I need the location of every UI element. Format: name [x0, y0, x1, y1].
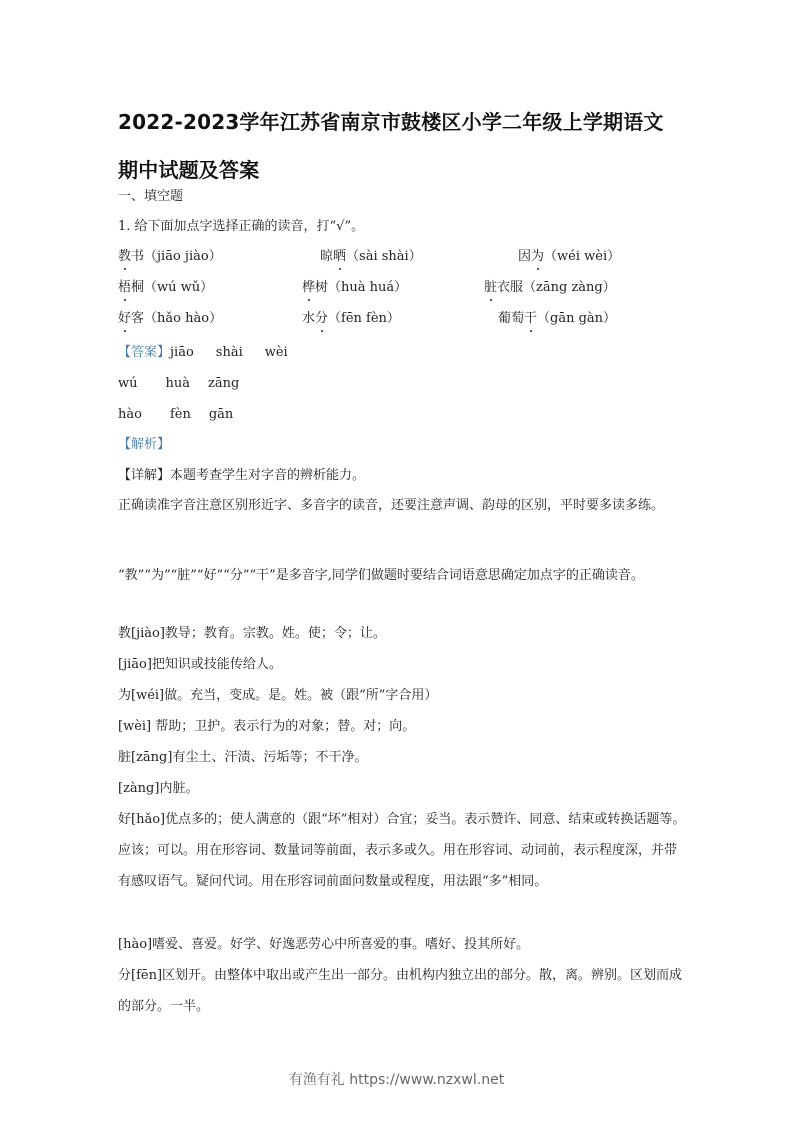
section-heading: 一、填空题 — [118, 189, 184, 204]
dotted-char: 好 — [118, 311, 132, 326]
dotted-char: 教 — [118, 249, 132, 264]
dotted-char: 桦 — [302, 280, 316, 295]
dotted-char: 晒 — [333, 249, 347, 264]
answer-value: zāng — [208, 376, 240, 391]
question-prompt: 1. 给下面加点字选择正确的读音，打“√”。 — [118, 219, 365, 234]
title-line-2: 期中试题及答案 — [118, 158, 260, 182]
detail-paragraph: 分[fēn]区划开。由整体中取出或产生出一部分。由机构内独立出的部分。散，离。辨别。区划而成的部分。一半。 — [118, 968, 683, 1014]
detail-paragraph: 好[hǎo]优点多的；使人满意的（跟“坏”相对）合宜；妥当。表示赞许、同意、结束或转换话题等。应该；可以。用在形容词、数量词等前面，表示多或久。用在形容词、动词前，表示程度深，并带有感叹语气。疑问代词。用在形容词前面问数量或程度，用法跟“多”相同。 — [118, 812, 686, 889]
detail-paragraph: “教”“为”“脏”“好”“分”“干”是多音字,同学们做题时要结合词语意思确定加点字的正确读音。 — [118, 568, 644, 583]
answer-value: hào — [118, 407, 142, 422]
dotted-char: 为 — [531, 249, 545, 264]
pinyin-item: 葡萄干（gān gàn） — [498, 311, 617, 326]
pinyin-options: （sài shài） — [346, 249, 422, 264]
pinyin-item: 因为（wéi wèi） — [518, 249, 621, 264]
detail-paragraph: 脏[zāng]有尘土、汗渍、污垢等；不干净。 — [118, 750, 368, 765]
answer-value: wú — [118, 376, 138, 391]
dotted-char: 脏 — [484, 280, 498, 295]
title-line-1: 2022-2023学年江苏省南京市鼓楼区小学二年级上学期语文 — [118, 110, 664, 134]
pinyin-options: （fēn fèn） — [328, 311, 400, 326]
detail-paragraph: 正确读准字音注意区别形近字、多音字的读音，还要注意声调、韵母的区别，平时要多读多练。 — [118, 498, 665, 513]
detail-label: 【详解】 — [118, 468, 171, 483]
pinyin-options: （zāng zàng） — [523, 280, 616, 295]
dotted-char: 分 — [315, 311, 329, 326]
answer-value: wèi — [264, 345, 288, 360]
detail-paragraph: [hào]嗜爱、喜爱。好学、好逸恶劳心中所喜爱的事。嗜好、投其所好。 — [118, 937, 530, 952]
pinyin-item: 脏衣服（zāng zàng） — [484, 280, 616, 295]
detail-intro-line — [118, 467, 365, 485]
pinyin-item: 水分（fēn fèn） — [302, 311, 400, 326]
dotted-char: 干 — [524, 311, 538, 326]
pinyin-options: （huà huá） — [328, 280, 408, 295]
pinyin-options: （gān gàn） — [537, 311, 617, 326]
answer-label: 【答案】 — [118, 345, 171, 360]
pinyin-item: 桦树（huà huá） — [302, 280, 408, 295]
pinyin-item: 好客（hǎo hào） — [118, 311, 223, 326]
answer-value: huà — [165, 376, 190, 391]
footer-watermark: 有渔有礼 https://www.nzxwl.net — [288, 1072, 505, 1088]
detail-paragraph: 为[wéi]做。充当，变成。是。姓。被（跟“所”字合用） — [118, 688, 438, 703]
pinyin-options: （jiāo jiào） — [144, 249, 222, 264]
detail-intro: 本题考查学生对字音的辨析能力。 — [170, 468, 366, 483]
answer-value: fèn — [169, 407, 191, 422]
pinyin-options: （wéi wèi） — [544, 249, 621, 264]
answer-row-1 — [118, 344, 288, 362]
dotted-char: 梧 — [118, 280, 132, 295]
detail-paragraph: [jiāo]把知识或技能传给人。 — [118, 657, 282, 672]
document-title — [118, 98, 698, 194]
answer-row-2 — [118, 375, 239, 393]
detail-paragraph: [wèi] 帮助；卫护。表示行为的对象；替。对；向。 — [118, 719, 416, 734]
detail-paragraph: 教[jiào]教导；教育。宗教。姓。使；令；让。 — [118, 626, 386, 641]
analysis-label: 【解析】 — [118, 437, 171, 452]
answer-value: shài — [215, 345, 243, 360]
answer-value: gān — [208, 407, 234, 422]
pinyin-options: （hǎo hào） — [144, 311, 223, 326]
pinyin-item: 教书（jiāo jiào） — [118, 249, 222, 264]
pinyin-item: 梧桐（wú wǔ） — [118, 280, 214, 295]
answer-value: jiāo — [170, 345, 194, 360]
detail-paragraph: [zàng]内脏。 — [118, 781, 199, 796]
answer-row-3 — [118, 406, 233, 424]
pinyin-options: （wú wǔ） — [144, 280, 214, 295]
pinyin-item: 晾晒（sài shài） — [320, 249, 422, 264]
